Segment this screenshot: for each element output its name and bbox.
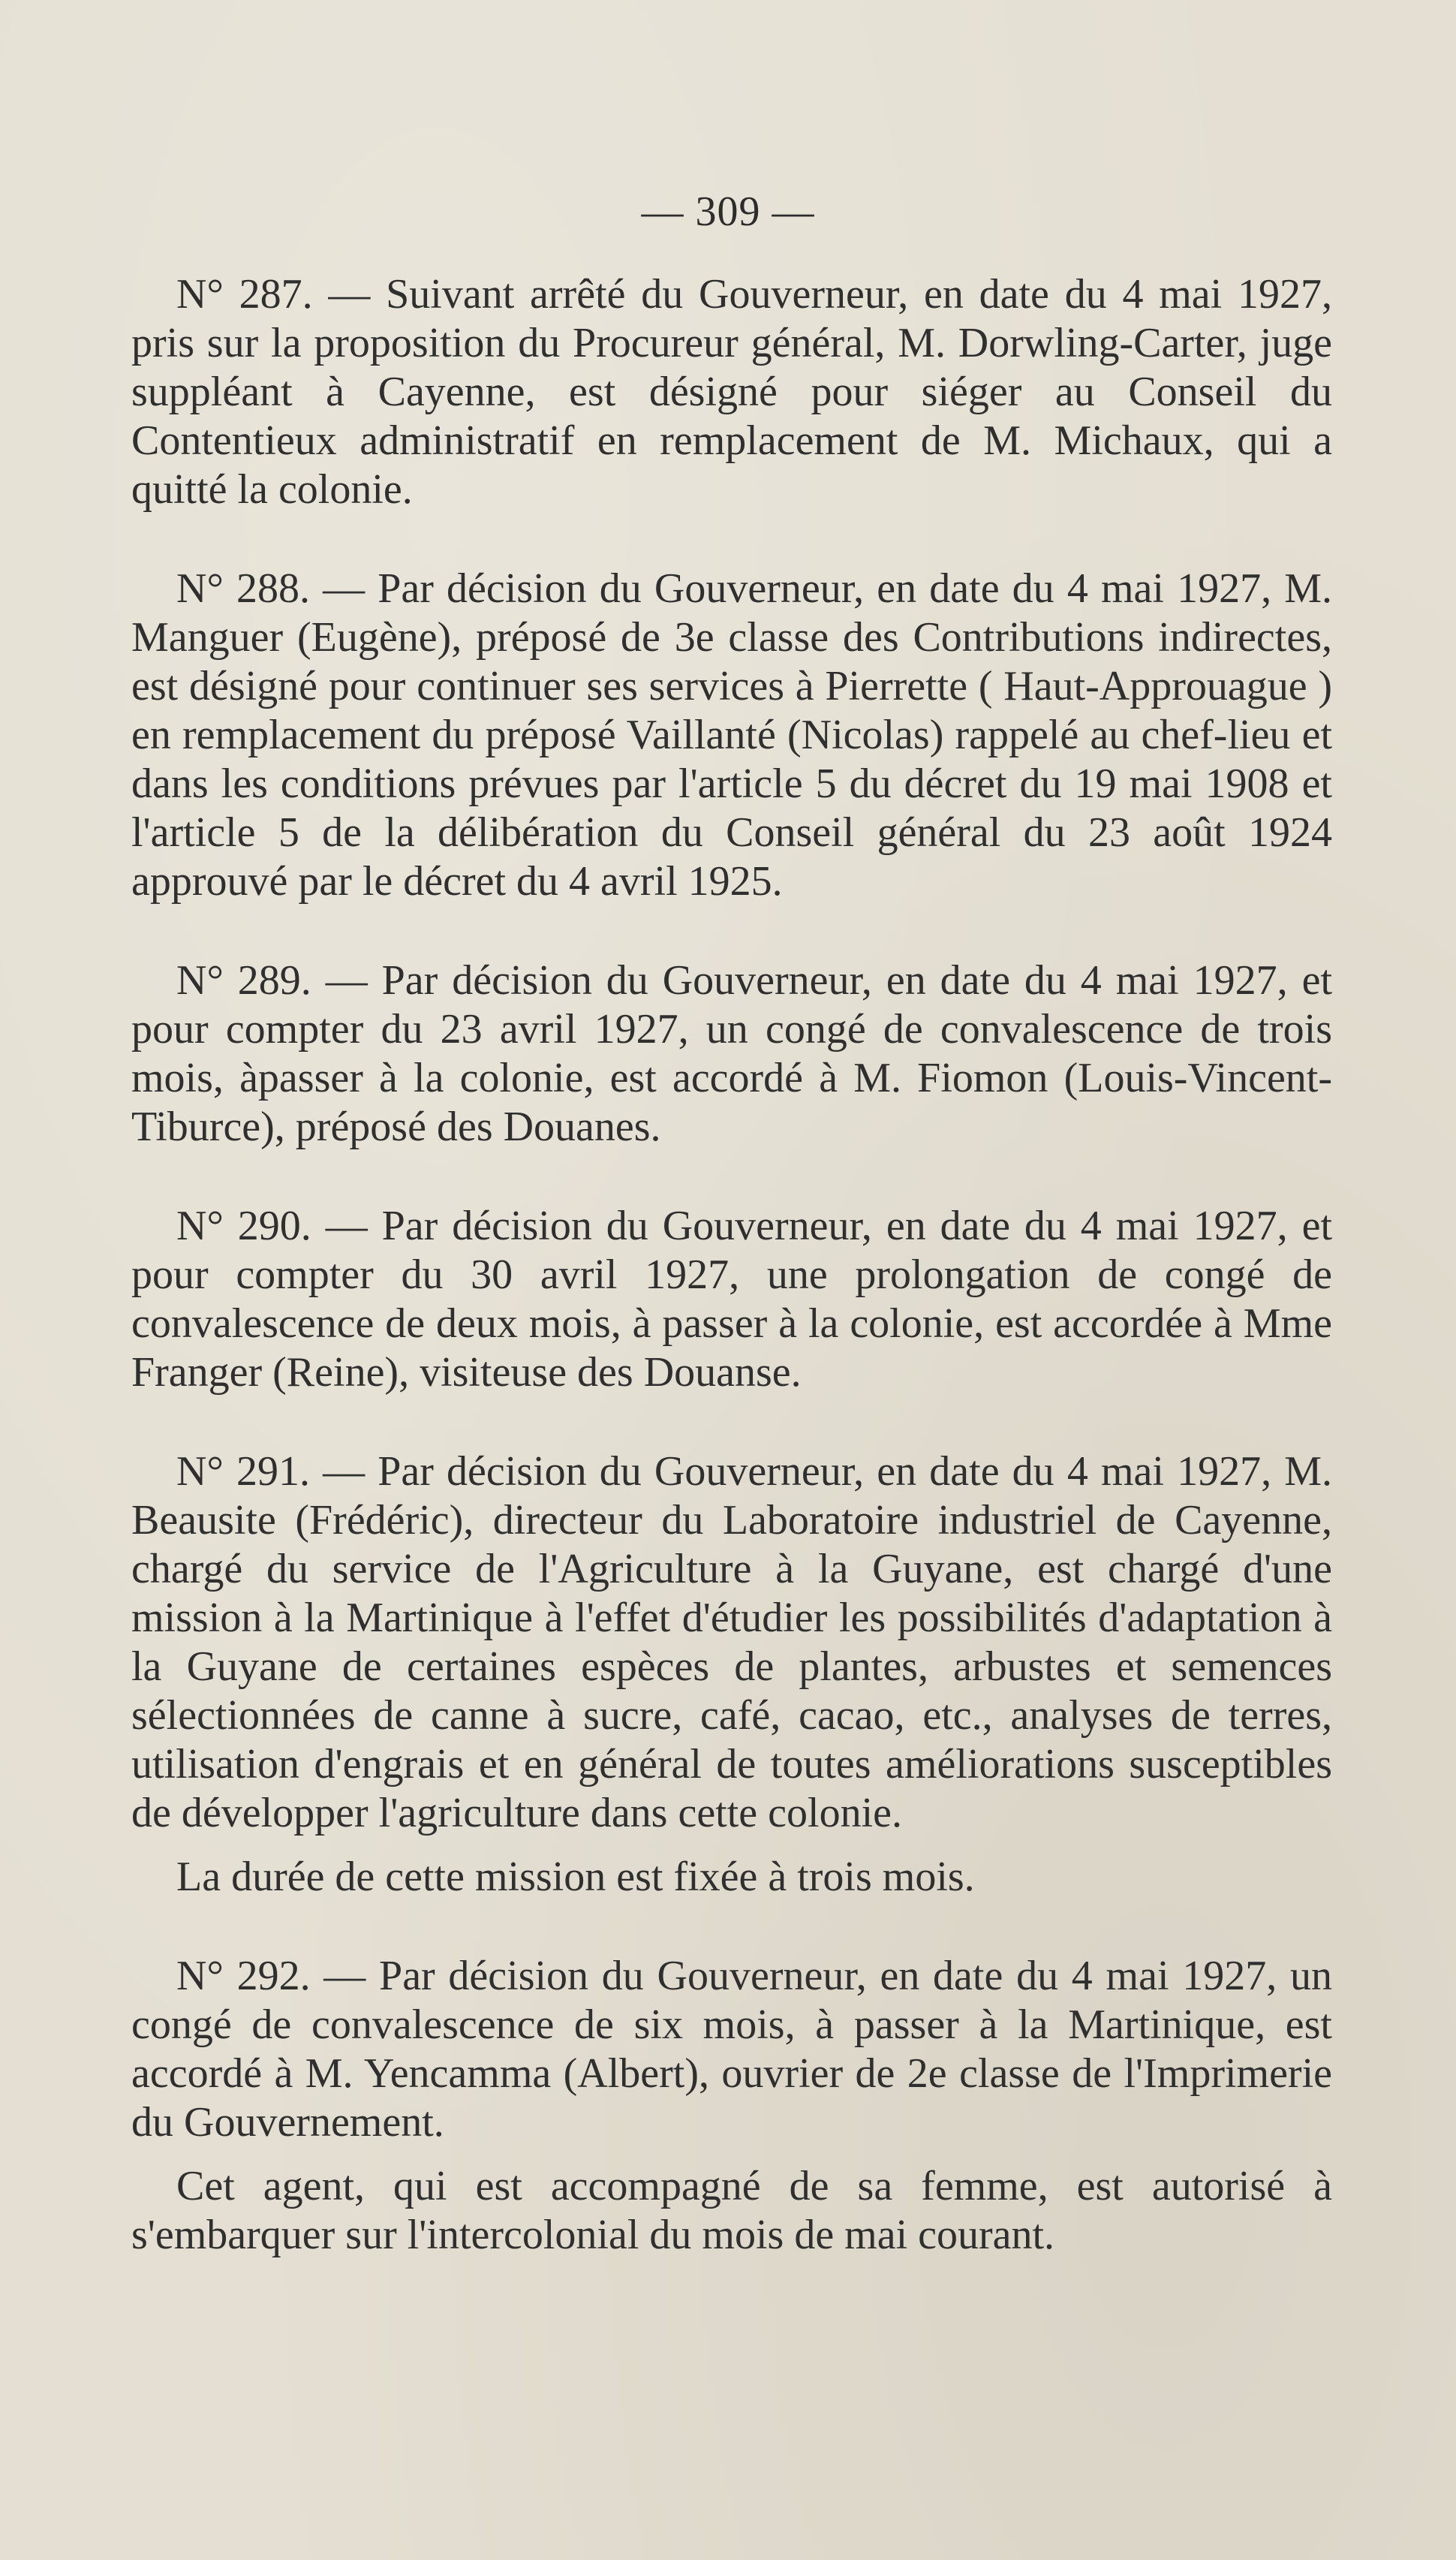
act-entry-290 (131, 1202, 1332, 1397)
act-entry-291 (131, 1447, 1332, 1902)
act-paragraph: N° 292. — Par décision du Gouverneur, en date du 4 mai 1927, un congé de convalescence de six mois, à passer à la Martinique, est accordé à M. Yencamma (Albert), ouvrier de 2e classe de l'Imprimerie du Gouvernement. (131, 1953, 1332, 2146)
act-entry-287 (131, 270, 1332, 514)
act-entry-292 (131, 1952, 1332, 2260)
act-paragraph: N° 287. — Suivant arrêté du Gouverneur, en date du 4 mai 1927, pris sur la proposition du Procureur général, M. Dorwling-Carter, juge suppléant à Cayenne, est désigné pour siéger au Conseil du Contentieux administratif en remplacement de M. Michaux, qui a quitté la colonie. (131, 271, 1332, 513)
act-entry-289 (131, 956, 1332, 1152)
act-paragraph-continuation: La durée de cette mission est fixée à trois mois. (176, 1854, 975, 1900)
act-paragraph: N° 288. — Par décision du Gouverneur, en date du 4 mai 1927, M. Manguer (Eugène), préposé de 3e classe des Contributions indirectes, est désigné pour continuer ses services à Pierrette ( Haut-Approuague ) en remplacement du préposé Vaillanté (Nicolas) rappelé au chef-lieu et dans les conditions prévues par l'article 5 du décret du 19 mai 1908 et l'article 5 de la délibération du Conseil général du 23 août 1924 approuvé par le décret du 4 avril 1925. (131, 565, 1332, 905)
act-paragraph: N° 291. — Par décision du Gouverneur, en date du 4 mai 1927, M. Beausite (Frédéric), directeur du Laboratoire industriel de Cayenne, chargé du service de l'Agriculture à la Guyane, est chargé d'une mission à la Martinique à l'effet d'étudier les possibilités d'adaptation à la Guyane de certaines espèces de plantes, arbustes et semences sélectionnées de canne à sucre, café, cacao, etc., analyses de terres, utilisation d'engrais et en général de toutes améliorations susceptibles de développer l'agriculture dans cette colonie. (131, 1448, 1332, 1836)
page-number: — 309 — (641, 188, 815, 235)
act-paragraph: N° 290. — Par décision du Gouverneur, en date du 4 mai 1927, et pour compter du 30 avril 1927, une prolongation de congé de convalescence de deux mois, à passer à la colonie, est accordée à Mme Franger (Reine), visiteuse des Douanse. (131, 1203, 1332, 1396)
act-entry-288 (131, 565, 1332, 906)
act-paragraph-continuation: Cet agent, qui est accompagné de sa femme, est autorisé à s'embarquer sur l'intercolonial du mois de mai courant. (131, 2163, 1332, 2258)
act-paragraph: N° 289. — Par décision du Gouverneur, en date du 4 mai 1927, et pour compter du 23 avril 1927, un congé de convalescence de trois mois, àpasser à la colonie, est accordé à M. Fiomon (Louis-Vincent-Tiburce), préposé des Douanes. (131, 957, 1332, 1150)
official-acts-list (131, 270, 1332, 2310)
